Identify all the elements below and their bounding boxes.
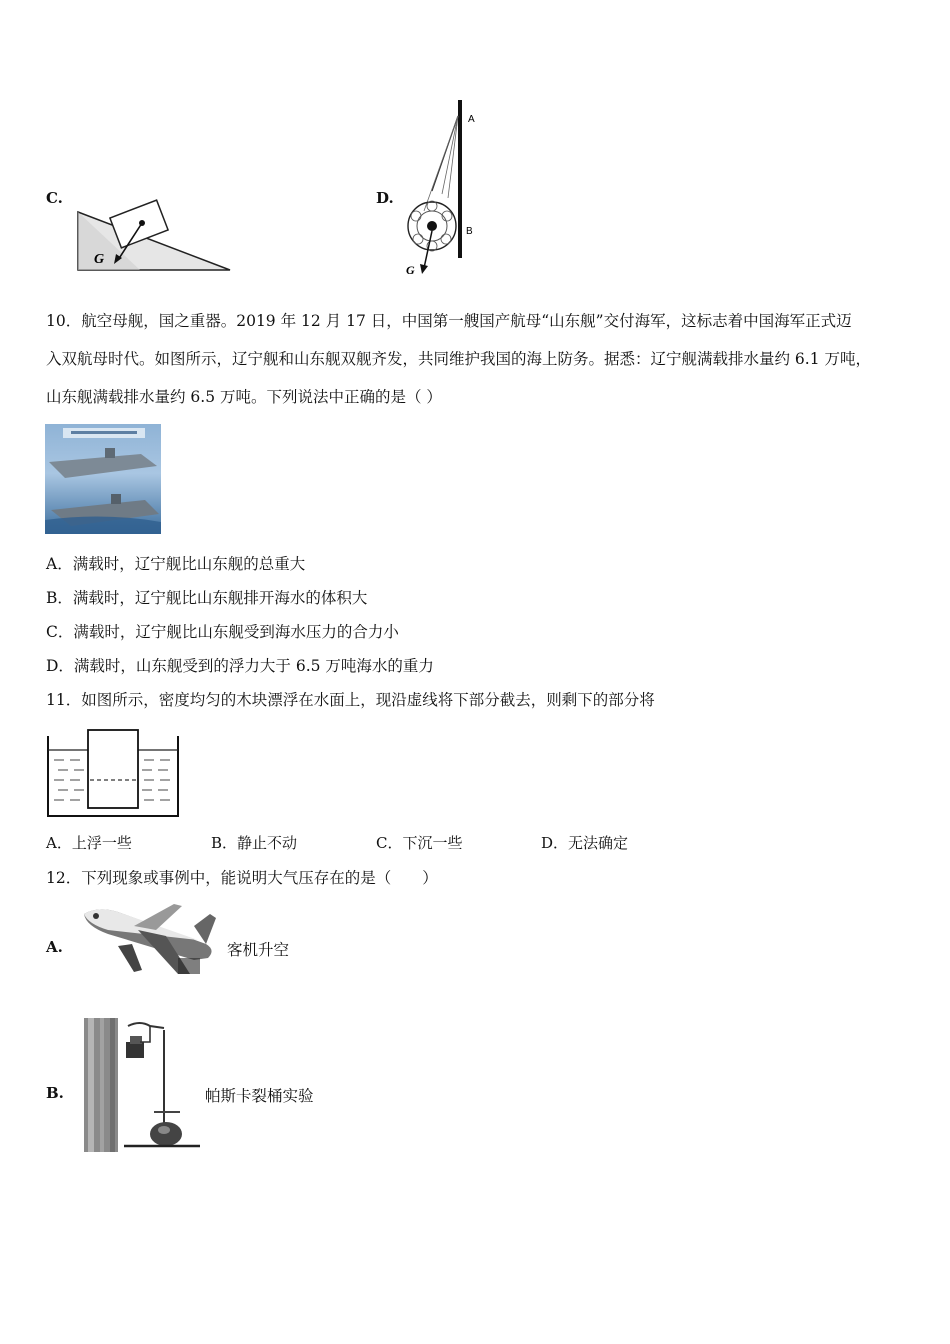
q10-option-b: B．满载时，辽宁舰比山东舰排开海水的体积大 — [46, 589, 368, 607]
q11-option-b: B．静止不动 — [211, 834, 298, 852]
q12-option-b-caption: 帕斯卡裂桶实验 — [205, 1087, 314, 1105]
q12-option-b-label: B. — [46, 1084, 64, 1102]
q10-option-d: D．满载时，山东舰受到的浮力大于 6.5 万吨海水的重力 — [46, 657, 434, 675]
q10-option-c: C．满载时，辽宁舰比山东舰受到海水压力的合力小 — [46, 623, 399, 641]
point-a-label: A — [468, 114, 475, 125]
question-10-line-3: 山东舰满载排水量约 6.5 万吨。下列说法中正确的是（ ） — [46, 388, 442, 406]
floating-block-beaker-figure — [46, 728, 182, 820]
question-10-text — [46, 302, 918, 416]
question-12-text: 12．下列现象或事例中，能说明大气压存在的是（ ） — [46, 869, 438, 887]
airplane-takeoff-photo — [78, 900, 220, 984]
question-11-text: 11．如图所示，密度均匀的木块漂浮在水面上，现沿虚线将下部分截去，则剩下的部分将 — [46, 691, 655, 709]
q12-option-a-caption: 客机升空 — [227, 941, 290, 959]
q11-options-row — [0, 832, 950, 856]
pascal-barrel-experiment-photo — [80, 1016, 204, 1154]
gravity-g-label-d: G — [406, 263, 415, 276]
question-10-line-1: 10．航空母舰，国之重器。2019 年 12 月 17 日，中国第一艘国产航母“山东舰”交付海军，这标志着中国海军正式迈 — [46, 312, 852, 330]
q10-option-a: A．满载时，辽宁舰比山东舰的总重大 — [46, 555, 306, 573]
point-b-label: B — [466, 226, 473, 237]
aircraft-carriers-photo — [45, 424, 161, 534]
q11-option-a: A．上浮一些 — [46, 834, 132, 852]
q11-option-d: D．无法确定 — [541, 834, 629, 852]
option-c-label: C. — [46, 189, 63, 207]
incline-block-figure — [70, 190, 240, 275]
option-d-label: D. — [376, 189, 394, 207]
question-10-line-2: 入双航母时代。如图所示，辽宁舰和山东舰双舰齐发，共同维护我国的海上防务。据悉：辽宁舰满载排水量约 6.1 万吨， — [46, 350, 872, 368]
q11-option-c: C．下沉一些 — [376, 834, 463, 852]
ball-net-wall-figure — [402, 96, 492, 276]
gravity-g-label-c: G — [94, 252, 105, 267]
q12-option-a-label: A. — [46, 938, 63, 956]
